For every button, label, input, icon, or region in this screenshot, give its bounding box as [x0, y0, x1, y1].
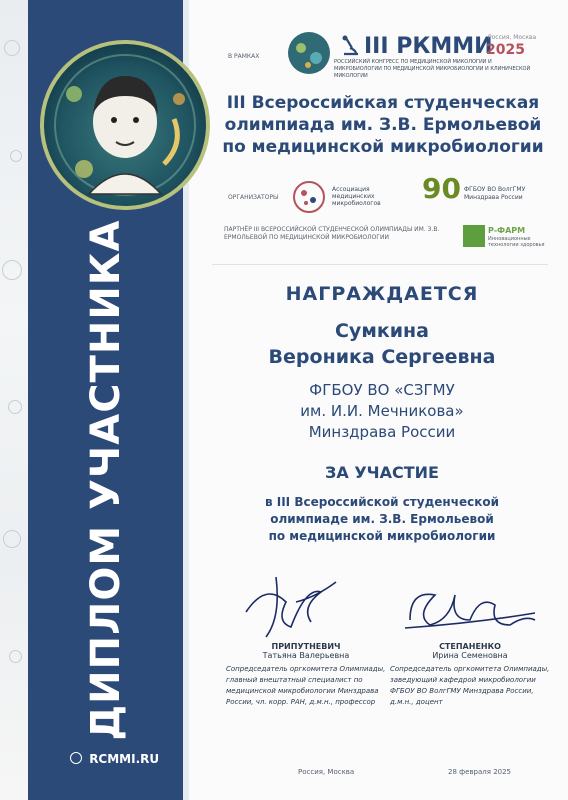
- participation-heading: ЗА УЧАСТИЕ: [325, 463, 439, 482]
- issue-place: Россия, Москва: [298, 768, 355, 776]
- participation-line: олимпиаде им. З.В. Ермольевой: [270, 512, 494, 526]
- recipient-given-names: Вероника Сергеевна: [268, 346, 496, 368]
- signatory-2-name: Ирина Семеновна: [432, 651, 508, 660]
- recipient-institution: [212, 380, 552, 443]
- partner-tagline: Инновационные технологии здоровья: [488, 236, 545, 248]
- signatory-1: [226, 642, 386, 708]
- site-logo-icon: [70, 752, 82, 764]
- issue-date: 28 февраля 2025: [448, 768, 512, 776]
- partner-label: ПАРТНЁР III ВСЕРОССИЙСКОЙ СТУДЕНЧЕСКОЙ ОЛИМПИАДЫ ИМ. З.В. ЕРМОЛЬЕВОЙ ПО МЕДИЦИНСКОЙ МИКРОБИОЛОГИИ: [224, 226, 440, 241]
- recipient-surname: Сумкина: [334, 320, 430, 342]
- header-divider: [212, 264, 548, 265]
- portrait-illustration: [44, 44, 206, 206]
- organizers-label: ОРГАНИЗАТОРЫ: [228, 194, 279, 201]
- portrait-emblem: [40, 40, 210, 210]
- partner-name: Р-ФАРМ: [488, 226, 526, 235]
- participation-line: по медицинской микробиологии: [268, 529, 496, 543]
- congress-location: Россия, Москва: [488, 34, 537, 41]
- organizer-association: Ассоциация медицинских микробиологов: [332, 186, 381, 207]
- signatory-2-surname: СТЕПАНЕНКО: [439, 642, 501, 651]
- left-pattern-strip: [0, 0, 28, 800]
- site-url: [70, 752, 159, 766]
- congress-title: III РКММИ: [364, 34, 493, 59]
- congress-logo-icon: [286, 30, 332, 76]
- awarded-heading: НАГРАЖДАЕТСЯ: [285, 283, 479, 305]
- signatory-2: [390, 642, 550, 708]
- congress-subtitle: РОССИЙСКИЙ КОНГРЕСС ПО МЕДИЦИНСКОЙ МИКОЛОГИИ И МИКРОБИОЛОГИИ ПО МЕДИЦИНСКОЙ МИКРОБИОЛОГИИ И КЛИНИЧЕСКОЙ МИКОЛОГИИ: [334, 59, 531, 79]
- partner-logo-icon: [463, 225, 485, 247]
- institution-line: ФГБОУ ВО «СЗГМУ: [309, 381, 455, 399]
- olympiad-title: III Всероссийская студенческая олимпиада им. З.В. Ермольевой по медицинской микробиологии: [222, 93, 544, 157]
- signatory-2-description: Сопредседатель оргкомитета Олимпиады, заведующий кафедрой микробиологии ФГБОУ ВО ВолгГМУ Минздрава России, д.м.н., доцент: [390, 665, 550, 706]
- congress-year: 2025: [486, 42, 525, 58]
- signature-2: [400, 580, 540, 640]
- organizer-university: ФГБОУ ВО ВолгГМУ Минздрава России: [464, 186, 526, 201]
- signature-1: [236, 572, 346, 642]
- signatory-1-surname: ПРИПУТНЕВИЧ: [271, 642, 341, 651]
- association-logo-icon: [292, 180, 326, 214]
- institution-line: им. И.И. Мечникова»: [300, 402, 464, 420]
- certificate-vertical-title: ДИПЛОМ УЧАСТНИКА: [83, 219, 129, 741]
- participation-line: в III Всероссийской студенческой: [264, 495, 499, 509]
- institution-line: Минздрава России: [308, 423, 456, 441]
- university-anniversary-number: 90: [422, 172, 461, 205]
- signatory-1-description: Сопредседатель оргкомитета Олимпиады, главный внештатный специалист по медицинской микробиологии Минздрава России, чл. корр. РАН, д.м.н., профессор: [226, 665, 386, 706]
- signatory-1-name: Татьяна Валерьевна: [262, 651, 350, 660]
- header-label: В РАМКАХ: [228, 53, 260, 60]
- site-url-text: RCMMI.RU: [89, 752, 160, 766]
- participation-text: [212, 494, 552, 545]
- microscope-icon: [338, 34, 362, 58]
